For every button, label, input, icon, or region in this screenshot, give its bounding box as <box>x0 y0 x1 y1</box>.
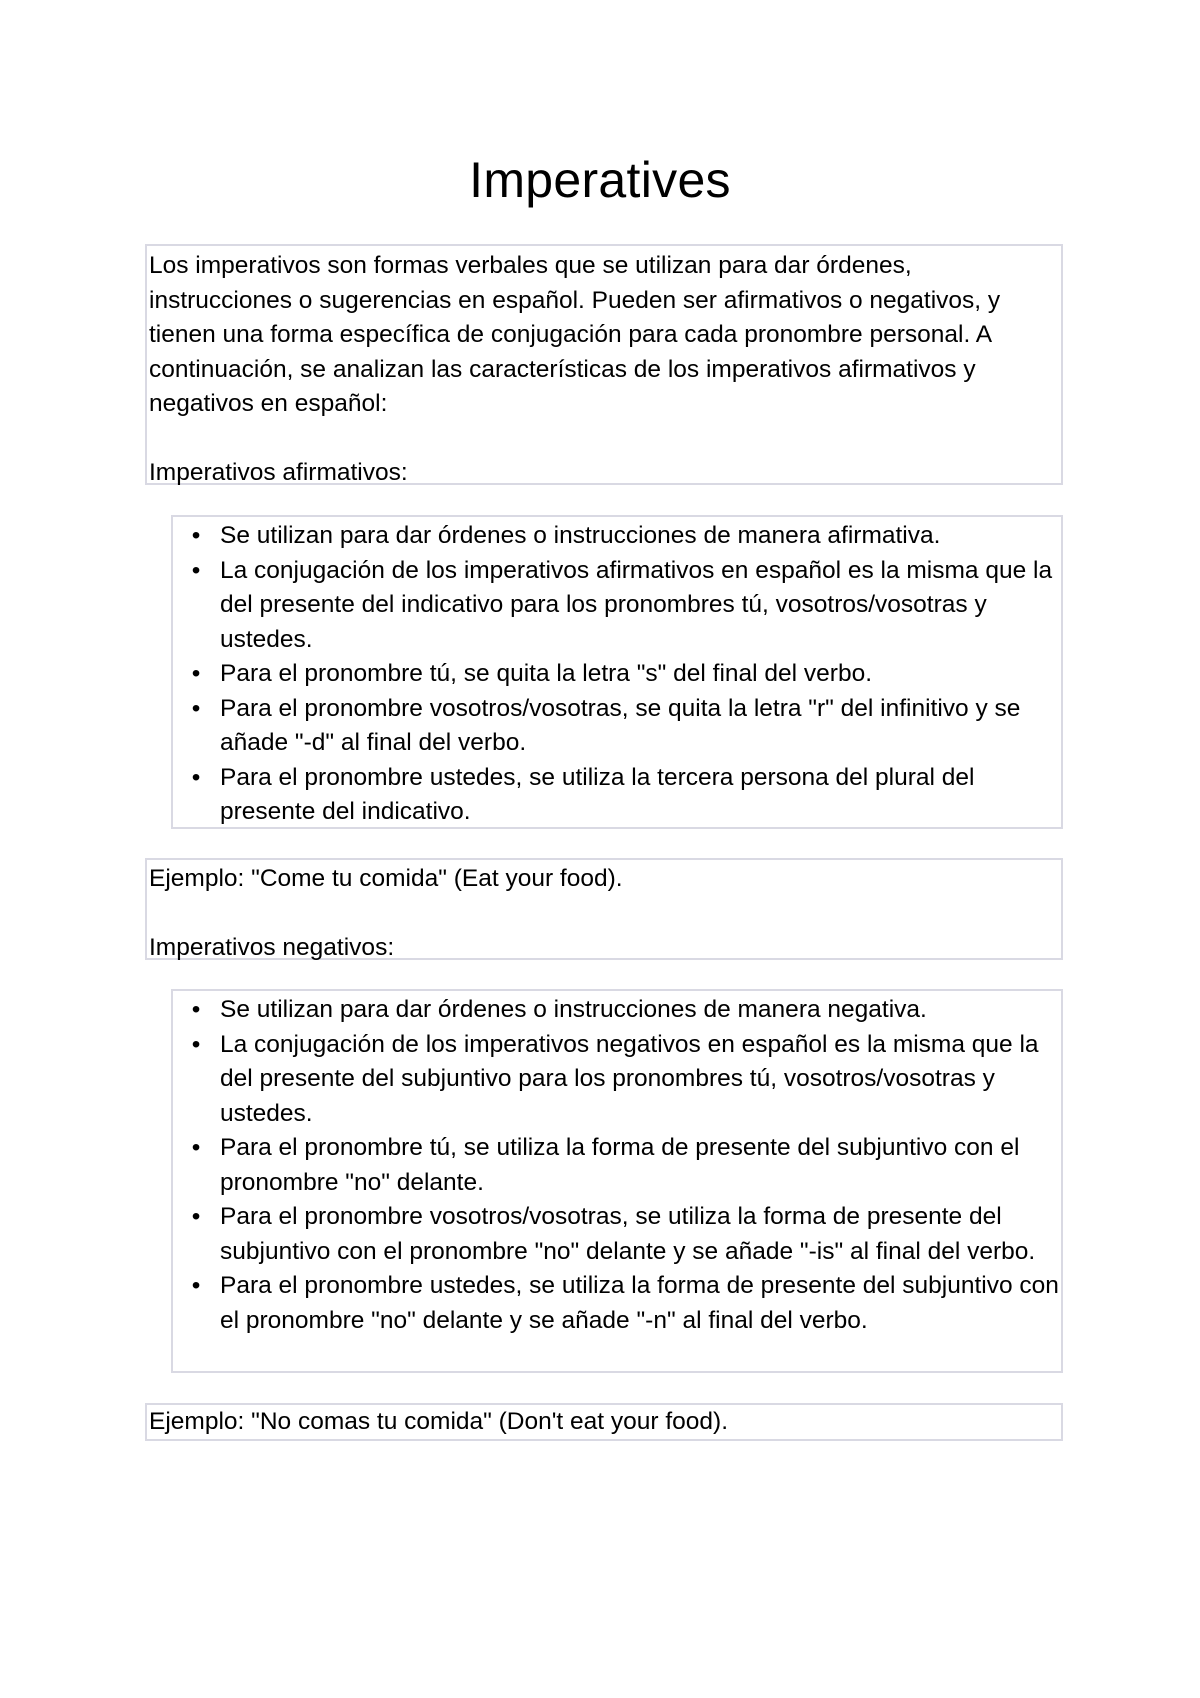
bullet-icon: • <box>191 694 201 722</box>
affirmative-list <box>173 519 1059 830</box>
list-item <box>173 1200 1059 1269</box>
list-item-text: La conjugación de los imperativos afirmativos en español es la misma que la del presente del indicativo para los pronombres tú, vosotros/vosotras y ustedes. <box>220 556 1053 653</box>
list-item <box>173 1269 1059 1338</box>
bullet-icon: • <box>191 660 201 687</box>
bullet-icon: • <box>191 1272 201 1299</box>
bullet-icon: • <box>191 763 201 791</box>
affirmative-list-box <box>171 515 1063 829</box>
list-item <box>173 519 1059 554</box>
bullet-icon: • <box>191 996 201 1023</box>
example-one-box <box>145 858 1063 960</box>
negative-list <box>173 993 1059 1338</box>
list-item-text: Para el pronombre vosotros/vosotras, se quita la letra "r" del infinitivo y se añade "-d" al final del verbo. <box>220 694 1021 756</box>
intro-paragraph: Los imperativos son formas verbales que se utilizan para dar órdenes, instrucciones o sugerencias en español. Pueden ser afirmativos o negativos, y tienen una forma específica de conjugación para cada pronombre personal. A continuación, se analizan las características de los imperativos afirmativos y negativos en español: <box>149 252 1001 417</box>
list-item-text: Se utilizan para dar órdenes o instrucciones de manera negativa. <box>220 996 927 1023</box>
list-item <box>173 692 1059 761</box>
list-item <box>173 554 1059 658</box>
negative-heading: Imperativos negativos: <box>149 934 395 961</box>
list-item <box>173 1131 1059 1200</box>
list-item <box>173 657 1059 692</box>
list-item-text: Se utilizan para dar órdenes o instrucciones de manera afirmativa. <box>220 522 941 549</box>
list-item <box>173 761 1059 830</box>
affirmative-heading: Imperativos afirmativos: <box>149 459 408 486</box>
bullet-icon: • <box>191 522 201 549</box>
bullet-icon: • <box>191 556 201 584</box>
list-item-text: Para el pronombre ustedes, se utiliza la tercera persona del plural del presente del indicativo. <box>220 763 975 825</box>
list-item-text: Para el pronombre ustedes, se utiliza la forma de presente del subjuntivo con el pronombre "no" delante y se añade "-n" al final del verbo. <box>220 1272 1059 1334</box>
example-one-text: Ejemplo: "Come tu comida" (Eat your food). <box>149 865 623 892</box>
list-item-text: Para el pronombre vosotros/vosotras, se utiliza la forma de presente del subjuntivo con el pronombre "no" delante y se añade "-is" al final del verbo. <box>220 1203 1036 1265</box>
example-two-text: Ejemplo: "No comas tu comida" (Don't eat your food). <box>149 1408 729 1435</box>
intro-box <box>145 244 1063 485</box>
example-two-box <box>145 1403 1063 1441</box>
bullet-icon: • <box>191 1134 201 1161</box>
list-item <box>173 993 1059 1028</box>
list-item <box>173 1028 1059 1132</box>
list-item-text: La conjugación de los imperativos negativos en español es la misma que la del presente del subjuntivo para los pronombres tú, vosotros/vosotras y ustedes. <box>220 1030 1039 1127</box>
negative-list-box <box>171 989 1063 1373</box>
list-item-text: Para el pronombre tú, se utiliza la forma de presente del subjuntivo con el pronombre "no" delante. <box>220 1134 1020 1196</box>
bullet-icon: • <box>191 1203 201 1230</box>
page-title: Imperatives <box>469 152 731 208</box>
list-item-text: Para el pronombre tú, se quita la letra "s" del final del verbo. <box>220 660 873 687</box>
bullet-icon: • <box>191 1030 201 1058</box>
